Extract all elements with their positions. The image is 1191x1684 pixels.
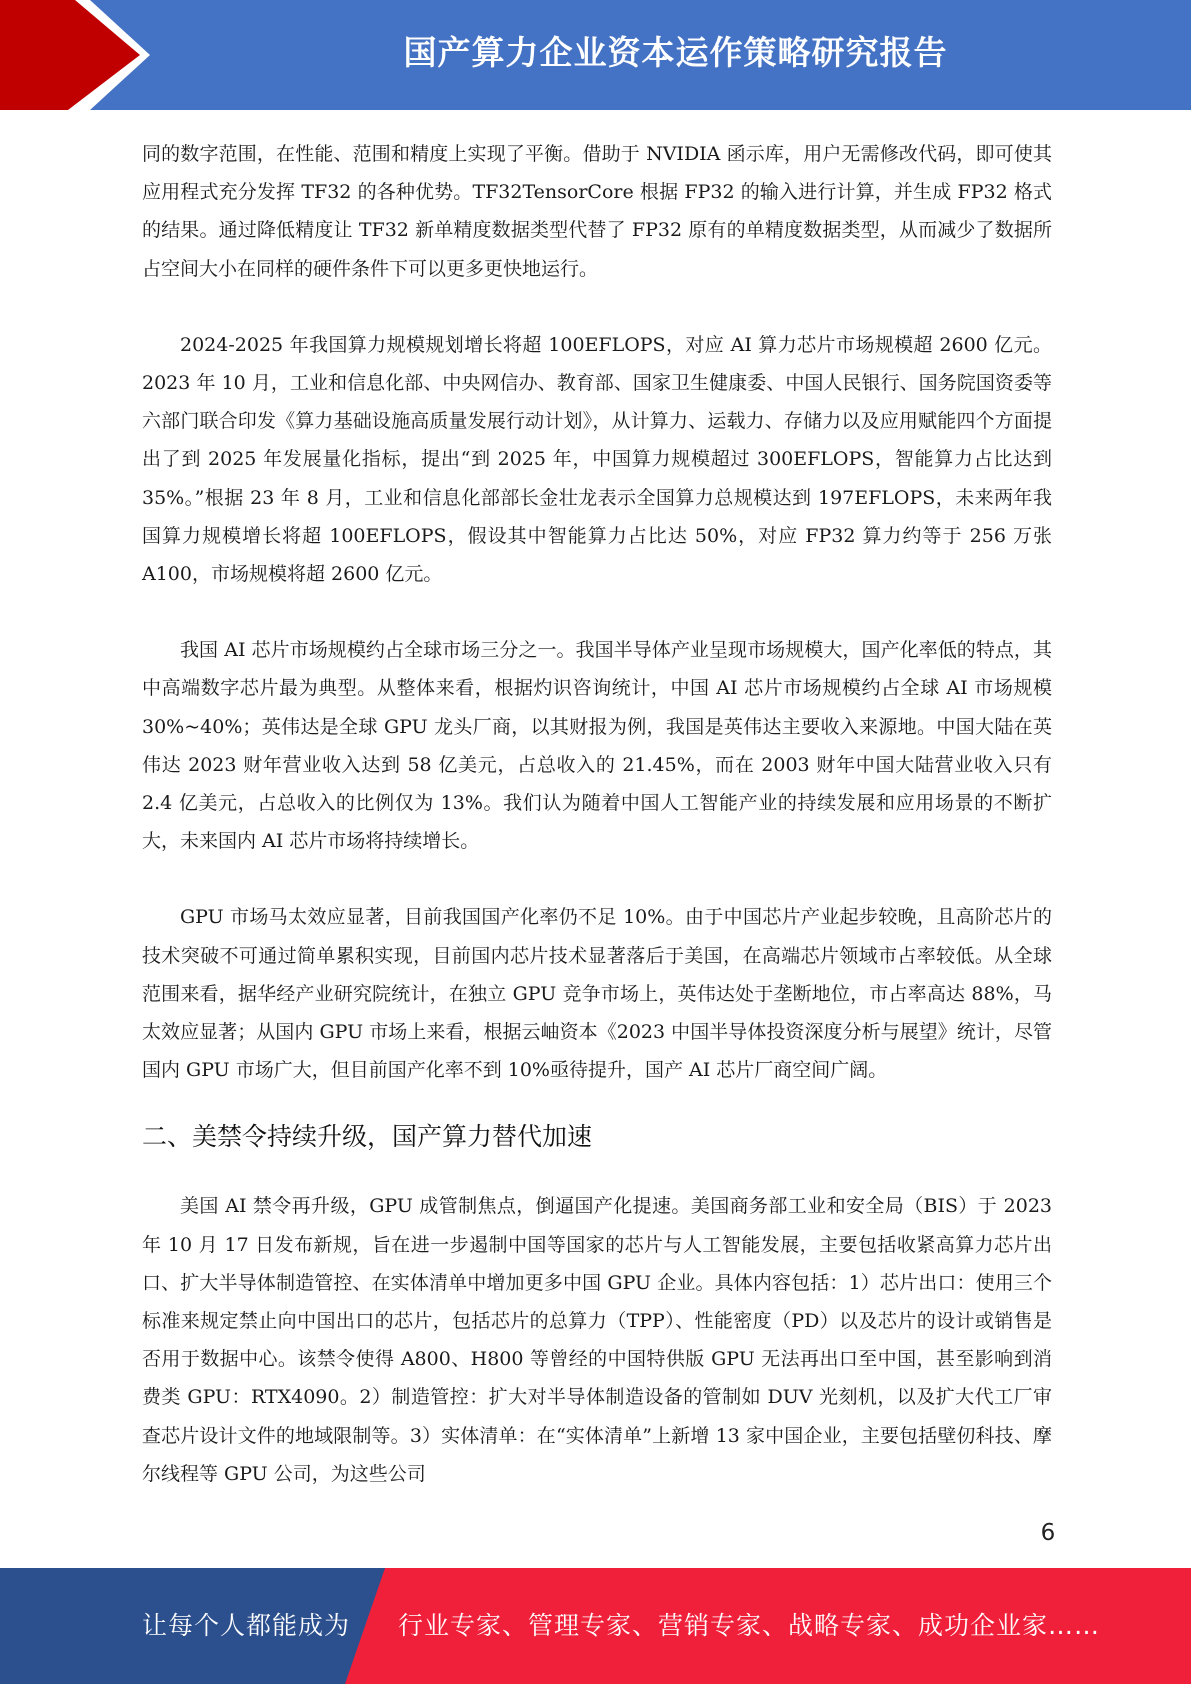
paragraph-us-ban: 美国 AI 禁令再升级，GPU 成管制焦点，倒逼国产化提速。美国商务部工业和安全局（BIS）于 2023 年 10 月 17 日发布新规，旨在进一步遏制中国等国家的芯片与人工智能发展，主要包括收紧高算力芯片出口、扩大半导体制造管控、在实体清单中增加更多中国 GPU 企业。具体内容包括：1）芯片出口：使用三个标准来规定禁止向中国出口的芯片，包括芯片的总算力（TPP）、性能密度（PD）以及芯片的设计或销售是否用于数据中心。该禁令使得 A800、H800 等曾经的中国特供版 GPU 无法再出口至中国，甚至影响到消费类 GPU：RTX4090。2）制造管控：扩大对半导体制造设备的管制如 DUV 光刻机，以及扩大代工厂审查芯片设计文件的地域限制等。3）实体清单：在“实体清单”上新增 13 家中国企业，主要包括壁仞科技、摩尔线程等 GPU 公司，为这些公司 xyxy=(142,1195,1052,1485)
paragraph-gpu-market: GPU 市场马太效应显著，目前我国国产化率仍不足 10%。由于中国芯片产业起步较晚，且高阶芯片的技术突破不可通过简单累积实现，目前国内芯片技术显著落后于美国，在高端芯片领域市占率较低。从全球范围来看，据华经产业研究院统计，在独立 GPU 竞争市场上，英伟达处于垄断地位，市占率高达 88%，马太效应显著；从国内 GPU 市场上来看，根据云岫资本《2023 中国半导体投资深度分析与展望》统计，尽管国内 GPU 市场广大，但目前国产化率不到 10%亟待提升，国产 AI 芯片厂商空间广阔。 xyxy=(142,906,1052,1082)
paragraph-continued: 同的数字范围，在性能、范围和精度上实现了平衡。借助于 NVIDIA 函示库，用户无需修改代码，即可使其应用程式充分发挥 TF32 的各种优势。TF32TensorCore 根据 FP32 的输入进行计算，并生成 FP32 格式的结果。通过降低精度让 TF32 新单精度数据类型代替了 FP32 原有的单精度数据类型，从而减少了数据所占空间大小在同样的硬件条件下可以更多更快地运行。 xyxy=(142,143,1052,280)
report-title: 国产算力企业资本运作策略研究报告 xyxy=(403,33,948,72)
page-number: 6 xyxy=(1040,1520,1056,1546)
footer-banner xyxy=(0,1568,1191,1684)
paragraph-ai-chip-market: 我国 AI 芯片市场规模约占全球市场三分之一。我国半导体产业呈现市场规模大，国产化率低的特点，其中高端数字芯片最为典型。从整体来看，根据灼识咨询统计，中国 AI 芯片市场规模约占全球 AI 市场规模 30%~40%；英伟达是全球 GPU 龙头厂商，以其财报为例，我国是英伟达主要收入来源地。中国大陆在英伟达 2023 财年营业收入达到 58 亿美元，占总收入的 21.45%，而在 2003 财年中国大陆营业收入只有 2.4 亿美元，占总收入的比例仅为 13%。我们认为随着中国人工智能产业的持续发展和应用场景的不断扩大，未来国内 AI 芯片市场将持续增长。 xyxy=(142,639,1052,853)
footer-slogan-right: 行业专家、管理专家、营销专家、战略专家、成功企业家…… xyxy=(398,1611,1101,1640)
section-heading: 二、美禁令持续升级，国产算力替代加速 xyxy=(142,1122,593,1152)
header-banner xyxy=(0,0,1191,110)
footer-slogan-left: 让每个人都能成为 xyxy=(142,1611,351,1640)
header-red-chevron xyxy=(0,0,140,110)
paragraph-compute-scale: 2024-2025 年我国算力规模规划增长将超 100EFLOPS，对应 AI 算力芯片市场规模超 2600 亿元。2023 年 10 月，工业和信息化部、中央网信办、教育部、国家卫生健康委、中国人民银行、国务院国资委等六部门联合印发《算力基础设施高质量发展行动计划》，从计算力、运载力、存储力以及应用赋能四个方面提出了到 2025 年发展量化指标，提出“到 2025 年，中国算力规模超过 300EFLOPS，智能算力占比达到 35%。”根据 23 年 8 月，工业和信息化部部长金壮龙表示全国算力总规模达到 197EFLOPS，未来两年我国算力规模增长将超 100EFLOPS，假设其中智能算力占比达 50%，对应 FP32 算力约等于 256 万张 A100，市场规模将超 2600 亿元。 xyxy=(142,333,1052,586)
page-body xyxy=(142,135,1052,1493)
